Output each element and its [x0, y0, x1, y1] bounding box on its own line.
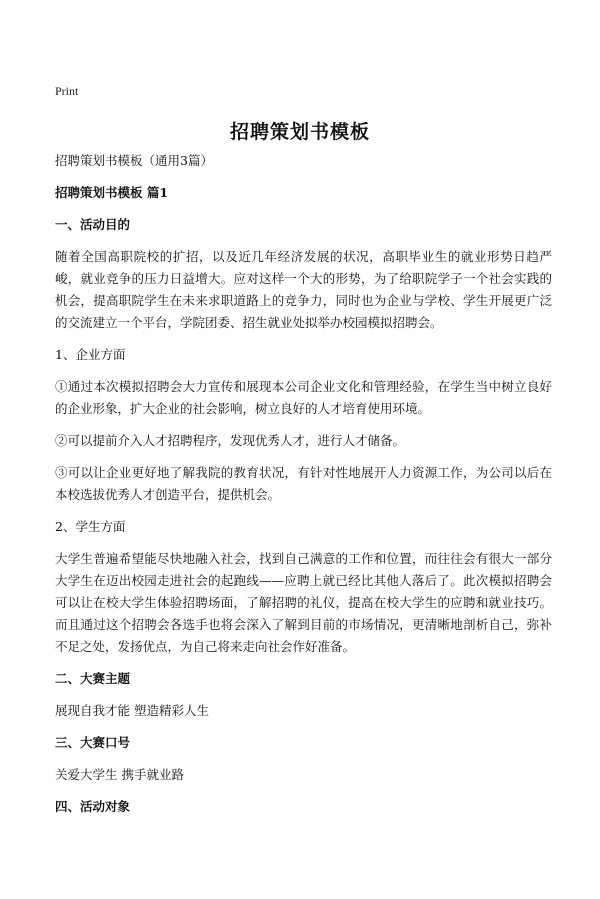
- paragraph-theme: 展现自我才能 塑造精彩人生: [55, 703, 209, 718]
- heading-contest-theme: 二、大赛主题: [55, 671, 131, 686]
- section-title: 招聘策划书模板 篇1: [55, 185, 169, 200]
- subheading-students: 2、学生方面: [55, 519, 126, 534]
- print-label: Print: [55, 84, 79, 98]
- subheading-enterprise: 1、企业方面: [55, 347, 126, 362]
- document-body: [55, 150, 552, 828]
- paragraph-intro: 随着全国高职院校的扩招，以及近几年经济发展的状况，高职毕业生的就业形势日趋严峻，就业竞争的压力日益增大。应对这样一个大的形势，为了给职院学子一个社会实践的机会，提高职院学生在未来求职道路上的竞争力，同时也为企业与学校、学生开展更广泛的交流建立一个平台，学院团委、招生就业处拟举办校园模拟招聘会。: [55, 249, 552, 330]
- paragraph-students: 大学生普遍希望能尽快地融入社会，找到自己满意的工作和位置，而往往会有很大一部分大学生在迈出校园走进社会的起跑线——应聘上就已经比其他人落后了。此次模拟招聘会可以让在校大学生体验招聘场面，了解招聘的礼仪，提高在校大学生的应聘和就业技巧。而且通过这个招聘会各选手也将会深入了解到目前的市场情况，更清晰地剖析自己，弥补不足之处，发扬优点，为自己将来走向社会作好准备。: [55, 551, 552, 654]
- heading-activity-purpose: 一、活动目的: [55, 217, 131, 232]
- document-subtitle: 招聘策划书模板（通用3篇）: [55, 153, 213, 168]
- list-item-enterprise-1: ①通过本次模拟招聘会大力宣传和展现本公司企业文化和管理经验，在学生当中树立良好的企业形象，扩大企业的社会影响，树立良好的人才培育使用环境。: [55, 379, 552, 416]
- paragraph-slogan: 关爱大学生 携手就业路: [55, 767, 184, 782]
- heading-activity-target: 四、活动对象: [55, 799, 131, 814]
- heading-contest-slogan: 三、大赛口号: [55, 735, 131, 750]
- page-title: 招聘策划书模板: [229, 121, 370, 143]
- list-item-enterprise-3: ③可以让企业更好地了解我院的教育状况，有针对性地展开人力资源工作，为公司以后在本校选拔优秀人才创造平台，提供机会。: [55, 465, 552, 502]
- list-item-enterprise-2: ②可以提前介入人才招聘程序，发现优秀人才，进行人才储备。: [55, 433, 406, 448]
